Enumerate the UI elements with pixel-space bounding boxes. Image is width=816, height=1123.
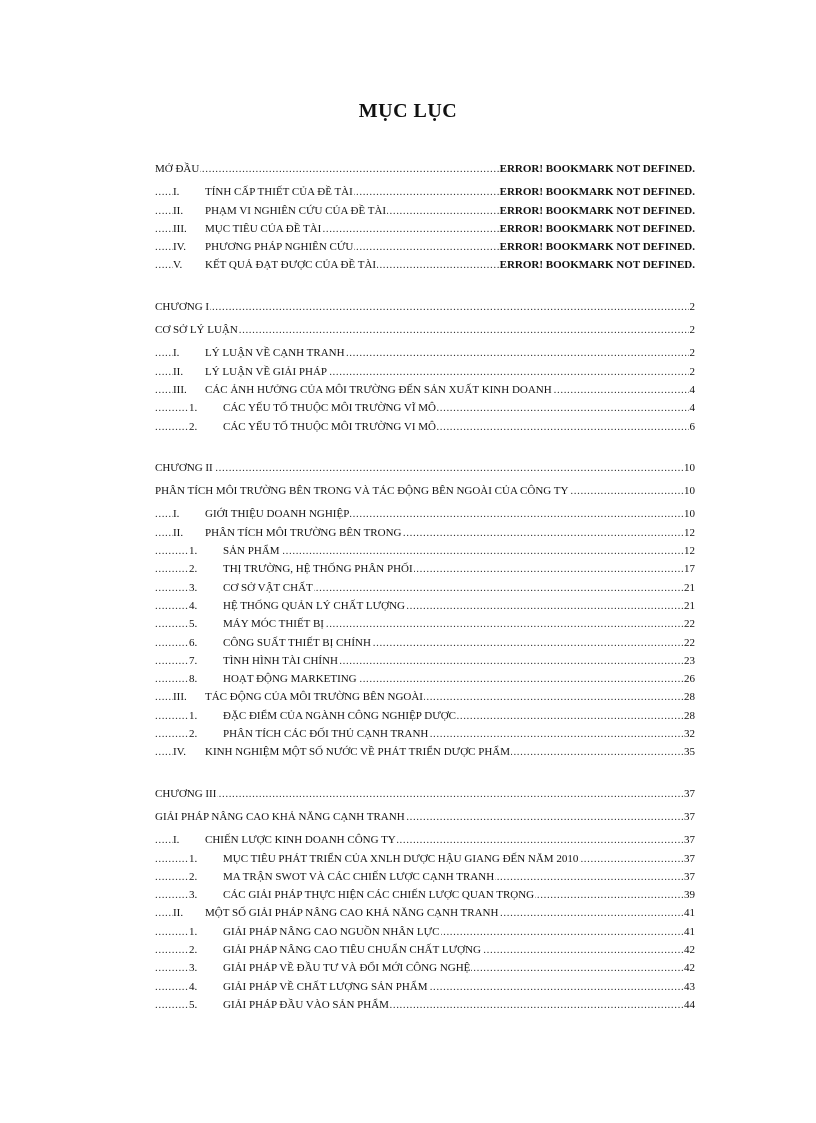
entry-label: MỘT SỐ GIẢI PHÁP NÂNG CAO KHẢ NĂNG CẠNH TRANH — [205, 907, 499, 920]
entry-label: MỞ ĐẦU — [155, 163, 200, 175]
entry-page-number: 23 — [683, 652, 695, 670]
toc-subitem[interactable] — [155, 978, 695, 996]
entry-label-wrap — [173, 205, 387, 217]
toc-subitem[interactable] — [155, 707, 695, 725]
entry-page-number: ERROR! BOOKMARK NOT DEFINED. — [499, 160, 695, 178]
toc-subitem[interactable] — [155, 670, 695, 688]
entry-label: GIẢI PHÁP VỀ ĐẦU TƯ VÀ ĐỔI MỚI CÔNG NGHỆ — [223, 962, 471, 975]
entry-label: PHÂN TÍCH MÔI TRƯỜNG BÊN TRONG — [205, 526, 402, 539]
entry-label: CÁC ẢNH HƯỞNG CỦA MÔI TRƯỜNG ĐẾN SẢN XUẤT KINH DOANH — [205, 383, 552, 396]
entry-label-wrap — [189, 600, 406, 612]
entry-label: CHƯƠNG II — [155, 461, 213, 474]
entry-label-wrap — [189, 421, 437, 433]
entry-page-number: ERROR! BOOKMARK NOT DEFINED. — [499, 202, 695, 220]
entry-number: 2. — [189, 943, 198, 956]
entry-label-wrap — [155, 485, 569, 497]
entry-label-wrap — [155, 163, 200, 175]
toc-chapter-title[interactable] — [155, 321, 695, 339]
entry-page-number: 41 — [683, 904, 695, 922]
toc-subitem[interactable] — [155, 634, 695, 652]
entry-number: 1. — [189, 852, 198, 865]
entry-label-wrap — [189, 999, 390, 1011]
toc-subitem[interactable] — [155, 868, 695, 886]
entry-page-number: 37 — [683, 808, 695, 826]
entry-label: GIẢI PHÁP NÂNG CAO NGUỒN NHÂN LỰC — [223, 925, 440, 938]
entry-number: I. — [173, 508, 180, 521]
entry-number: 3. — [189, 889, 198, 902]
entry-page-number: 41 — [683, 923, 695, 941]
entry-label: KINH NGHIỆM MỘT SỐ NƯỚC VỀ PHÁT TRIỂN DƯỢC PHẨM — [205, 746, 511, 759]
entry-number: I. — [173, 347, 180, 360]
toc-subitem[interactable] — [155, 399, 695, 417]
entry-label-wrap — [189, 926, 441, 938]
toc-item[interactable] — [155, 363, 695, 381]
entry-page-number: 2 — [689, 298, 696, 316]
toc-subitem[interactable] — [155, 996, 695, 1014]
entry-number: IV. — [173, 746, 186, 759]
toc-subitem[interactable] — [155, 615, 695, 633]
entry-label: TÁC ĐỘNG CỦA MÔI TRƯỜNG BÊN NGOÀI — [205, 691, 423, 704]
entry-page-number: 22 — [683, 634, 695, 652]
entry-number: 1. — [189, 709, 198, 722]
entry-number: I. — [173, 834, 180, 847]
entry-label-wrap — [189, 673, 358, 685]
toc-item[interactable] — [155, 688, 695, 706]
entry-label-wrap — [189, 962, 471, 974]
entry-label: GIẢI PHÁP NÂNG CAO KHẢ NĂNG CẠNH TRANH — [155, 810, 405, 823]
entry-label-wrap — [189, 871, 495, 883]
entry-label: ĐẶC ĐIỂM CỦA NGÀNH CÔNG NGHIỆP DƯỢC — [223, 709, 457, 722]
entry-label-wrap — [189, 637, 372, 649]
entry-number: 5. — [189, 998, 198, 1011]
entry-label: CÁC YẾU TỐ THUỘC MÔI TRƯỜNG VĨ MÔ — [223, 402, 436, 415]
entry-label: GIỚI THIỆU DOANH NGHIỆP — [205, 508, 350, 521]
entry-page-number: 21 — [683, 597, 695, 615]
dot-leader — [155, 298, 695, 316]
page-title: MỤC LỤC — [358, 100, 458, 122]
entry-page-number: 22 — [683, 615, 695, 633]
toc-subitem[interactable] — [155, 597, 695, 615]
entry-label: PHÂN TÍCH CÁC ĐỐI THỦ CẠNH TRANH — [223, 728, 429, 741]
entry-label-wrap — [173, 384, 553, 396]
entry-page-number: 2 — [689, 321, 696, 339]
entry-label-wrap — [173, 223, 322, 235]
entry-label-wrap — [189, 889, 535, 901]
entry-label-wrap — [173, 347, 346, 359]
entry-label-wrap — [189, 402, 437, 414]
entry-label: GIẢI PHÁP NÂNG CAO TIÊU CHUẨN CHẤT LƯỢNG — [223, 943, 481, 956]
entry-label: CÁC GIẢI PHÁP THỰC HIỆN CÁC CHIẾN LƯỢC QUAN TRỌNG — [223, 889, 535, 902]
toc-subitem[interactable] — [155, 886, 695, 904]
toc-subitem[interactable] — [155, 850, 695, 868]
entry-label-wrap — [155, 324, 239, 336]
entry-label-wrap — [189, 582, 314, 594]
entry-number: 5. — [189, 618, 198, 631]
entry-number: III. — [173, 383, 187, 396]
toc-item[interactable] — [155, 256, 695, 274]
entry-label: THỊ TRƯỜNG, HỆ THỐNG PHÂN PHỐI — [223, 563, 413, 576]
entry-page-number: 42 — [683, 941, 695, 959]
entry-label-wrap — [173, 259, 377, 271]
entry-page-number: 44 — [683, 996, 695, 1014]
entry-label-wrap — [189, 655, 339, 667]
entry-page-number: ERROR! BOOKMARK NOT DEFINED. — [499, 256, 695, 274]
entry-page-number: 2 — [689, 344, 696, 362]
toc-subitem[interactable] — [155, 725, 695, 743]
toc-subitem[interactable] — [155, 652, 695, 670]
entry-label-wrap — [173, 746, 511, 758]
entry-label: PHÂN TÍCH MÔI TRƯỜNG BÊN TRONG VÀ TÁC ĐỘNG BÊN NGOÀI CỦA CÔNG TY — [155, 485, 569, 498]
entry-page-number: 10 — [683, 505, 695, 523]
entry-page-number: 17 — [683, 560, 695, 578]
toc-chapter[interactable] — [155, 785, 695, 803]
toc-item[interactable] — [155, 202, 695, 220]
entry-page-number: 37 — [683, 785, 695, 803]
entry-number: 1. — [189, 925, 198, 938]
entry-number: 4. — [189, 599, 198, 612]
entry-label: MA TRẬN SWOT VÀ CÁC CHIẾN LƯỢC CẠNH TRANH — [223, 870, 495, 883]
entry-label: KẾT QUẢ ĐẠT ĐƯỢC CỦA ĐỀ TÀI — [205, 259, 377, 272]
table-of-contents — [155, 160, 695, 1014]
entry-label-wrap — [155, 462, 214, 474]
entry-number: V. — [173, 259, 183, 272]
toc-subitem[interactable] — [155, 579, 695, 597]
toc-item[interactable] — [155, 524, 695, 542]
entry-number: 2. — [189, 728, 198, 741]
entry-label: TÍNH CẤP THIẾT CỦA ĐỀ TÀI — [205, 186, 353, 199]
entry-label-wrap — [173, 508, 350, 520]
entry-page-number: 43 — [683, 978, 695, 996]
entry-page-number: 21 — [683, 579, 695, 597]
entry-page-number: 37 — [683, 868, 695, 886]
entry-label-wrap — [189, 981, 429, 993]
entry-label-wrap — [155, 788, 217, 800]
entry-number: 2. — [189, 420, 198, 433]
entry-label: LÝ LUẬN VỀ GIẢI PHÁP — [205, 365, 328, 378]
entry-label: CÁC YẾU TỐ THUỘC MÔI TRƯỜNG VI MÔ — [223, 420, 436, 433]
entry-page-number: 35 — [683, 743, 695, 761]
toc-subitem[interactable] — [155, 923, 695, 941]
entry-page-number: 12 — [683, 524, 695, 542]
entry-label: CƠ SỞ LÝ LUẬN — [155, 324, 238, 337]
entry-page-number: 2 — [689, 363, 696, 381]
entry-number: IV. — [173, 241, 186, 254]
toc-subitem[interactable] — [155, 560, 695, 578]
toc-item[interactable] — [155, 904, 695, 922]
entry-page-number: 28 — [683, 688, 695, 706]
entry-number: 7. — [189, 654, 198, 667]
toc-item[interactable] — [155, 743, 695, 761]
entry-page-number: 4 — [689, 381, 696, 399]
toc-item[interactable] — [155, 831, 695, 849]
toc-subitem[interactable] — [155, 418, 695, 436]
toc-subitem[interactable] — [155, 959, 695, 977]
entry-label: CƠ SỞ VẬT CHẤT — [223, 581, 313, 594]
entry-number: II. — [173, 204, 184, 217]
entry-page-number: 28 — [683, 707, 695, 725]
entry-label: CHƯƠNG I — [155, 300, 210, 313]
toc-subitem[interactable] — [155, 941, 695, 959]
entry-page-number: 12 — [683, 542, 695, 560]
entry-label-wrap — [189, 853, 579, 865]
entry-label-wrap — [155, 811, 406, 823]
entry-number: II. — [173, 907, 184, 920]
entry-label-wrap — [189, 545, 281, 557]
entry-number: 1. — [189, 402, 198, 415]
entry-page-number: ERROR! BOOKMARK NOT DEFINED. — [499, 238, 695, 256]
entry-number: 3. — [189, 581, 198, 594]
entry-label: MỤC TIÊU CỦA ĐỀ TÀI — [205, 222, 322, 235]
toc-chapter-title[interactable] — [155, 482, 695, 500]
entry-number: III. — [173, 691, 187, 704]
toc-item[interactable] — [155, 183, 695, 201]
toc-item[interactable] — [155, 344, 695, 362]
dot-leader — [155, 785, 695, 803]
entry-number: 6. — [189, 636, 198, 649]
entry-number: 2. — [189, 870, 198, 883]
entry-label-wrap — [189, 710, 457, 722]
entry-label: TÌNH HÌNH TÀI CHÍNH — [223, 654, 338, 667]
entry-page-number: 10 — [683, 459, 695, 477]
entry-page-number: ERROR! BOOKMARK NOT DEFINED. — [499, 183, 695, 201]
entry-page-number: 6 — [689, 418, 696, 436]
entry-page-number: 4 — [689, 399, 696, 417]
entry-page-number: 26 — [683, 670, 695, 688]
toc-item[interactable] — [155, 505, 695, 523]
entry-label: PHẠM VI NGHIÊN CỨU CỦA ĐỀ TÀI — [205, 204, 387, 217]
entry-label: HỆ THỐNG QUẢN LÝ CHẤT LƯỢNG — [223, 599, 405, 612]
entry-label: GIẢI PHÁP ĐẦU VÀO SẢN PHẨM — [223, 998, 389, 1011]
entry-number: II. — [173, 365, 184, 378]
entry-number: 2. — [189, 563, 198, 576]
toc-subitem[interactable] — [155, 542, 695, 560]
entry-label: CÔNG SUẤT THIẾT BỊ CHÍNH — [223, 636, 371, 649]
toc-item[interactable] — [155, 238, 695, 256]
entry-number: 1. — [189, 545, 198, 558]
toc-item[interactable] — [155, 220, 695, 238]
entry-label-wrap — [173, 907, 499, 919]
entry-label-wrap — [189, 944, 482, 956]
entry-page-number: 10 — [683, 482, 695, 500]
toc-chapter[interactable] — [155, 298, 695, 316]
entry-label: CHƯƠNG III — [155, 787, 217, 800]
entry-label-wrap — [155, 301, 210, 313]
entry-label: GIẢI PHÁP VỀ CHẤT LƯỢNG SẢN PHẨM — [223, 980, 428, 993]
entry-label: CHIẾN LƯỢC KINH DOANH CÔNG TY — [205, 834, 396, 847]
toc-heading-intro[interactable] — [155, 160, 695, 178]
entry-number: I. — [173, 186, 180, 199]
entry-page-number: 32 — [683, 725, 695, 743]
entry-page-number: 37 — [683, 850, 695, 868]
entry-label-wrap — [173, 527, 402, 539]
toc-item[interactable] — [155, 381, 695, 399]
entry-label-wrap — [189, 563, 414, 575]
entry-page-number: 37 — [683, 831, 695, 849]
entry-label: PHƯƠNG PHÁP NGHIÊN CỨU — [205, 241, 354, 254]
entry-label: LÝ LUẬN VỀ CẠNH TRANH — [205, 347, 345, 360]
toc-chapter-title[interactable] — [155, 808, 695, 826]
entry-label-wrap — [173, 186, 354, 198]
entry-number: III. — [173, 222, 187, 235]
entry-label: HOẠT ĐỘNG MARKETING — [223, 673, 357, 686]
entry-label: MÁY MÓC THIẾT BỊ — [223, 618, 324, 631]
entry-label-wrap — [173, 834, 397, 846]
toc-chapter[interactable] — [155, 459, 695, 477]
entry-number: II. — [173, 526, 184, 539]
entry-label-wrap — [189, 618, 325, 630]
entry-label-wrap — [173, 691, 424, 703]
entry-page-number: ERROR! BOOKMARK NOT DEFINED. — [499, 220, 695, 238]
entry-label-wrap — [173, 241, 354, 253]
entry-number: 4. — [189, 980, 198, 993]
entry-label-wrap — [173, 366, 328, 378]
entry-number: 8. — [189, 673, 198, 686]
entry-page-number: 39 — [683, 886, 695, 904]
entry-label-wrap — [189, 728, 429, 740]
entry-page-number: 42 — [683, 959, 695, 977]
entry-label: MỤC TIÊU PHÁT TRIỂN CỦA XNLH DƯỢC HẬU GIANG ĐẾN NĂM 2010 — [223, 852, 579, 865]
entry-label: SẢN PHẨM — [223, 545, 280, 558]
entry-number: 3. — [189, 962, 198, 975]
dot-leader — [155, 459, 695, 477]
